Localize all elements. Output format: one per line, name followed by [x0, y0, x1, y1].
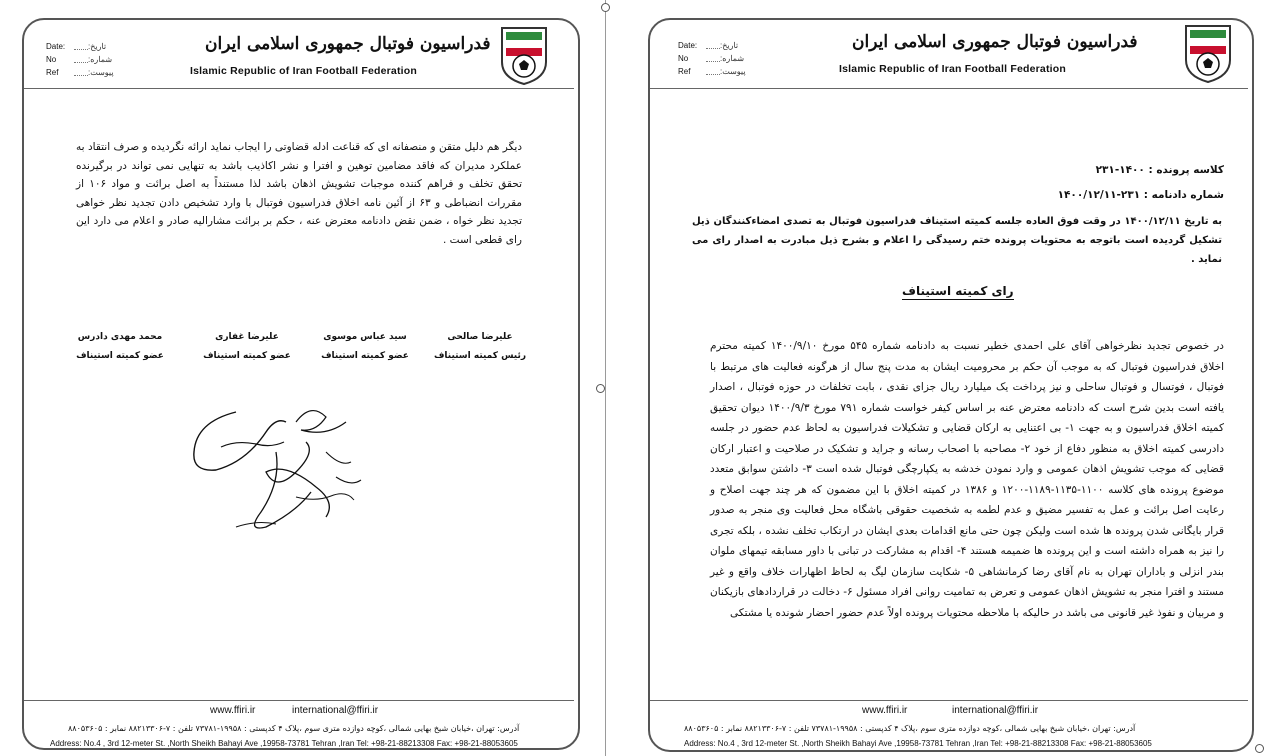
footer-divider: [24, 700, 574, 701]
signatory-role: عضو کمیته استیناف: [76, 351, 164, 361]
signatory-role: عضو کمیته استیناف: [321, 351, 409, 361]
footer-divider: [650, 700, 1248, 701]
footer-website: www.ffiri.ir: [210, 705, 256, 716]
footer-address-fa: آدرس: تهران ،خیابان شیخ بهایی شمالی ،کوچه دوازده متری سوم ،پلاک ۴ کدپستی : ۱۹۹۵۸-۷۳۷۸۱ تلفن : ۷-۸۸۲۱۳۳۰۶ نمابر : ۸۸۰۵۳۶۰۵: [68, 724, 520, 733]
header-divider: [650, 88, 1248, 89]
handwritten-signatures: [176, 392, 376, 542]
document-page-left: [0, 0, 600, 756]
footer-website: www.ffiri.ir: [862, 705, 908, 716]
date-label-fa: تاریخ:: [720, 41, 739, 50]
session-intro-text: به تاریخ ۱۴۰۰/۱۲/۱۱ در وقت فوق العاده جلسه کمیته استیناف فدراسیون فوتبال به تصدی امضاءکنندگان ذیل تشکیل گردیده است باتوجه به محتویات پرونده ختم رسیدگی را اعلام و بشرح ذیل مبادرت به اصدار رای می نماید .: [692, 216, 1222, 265]
document-page-right: [612, 0, 1270, 756]
date-label: Date:: [46, 42, 66, 51]
verdict-conclusion-text: دیگر هم دلیل متقن و منصفانه ای که قناعت ادله قضاوتی را ایجاب نماید ارائه نگردیده و صرف انتقاد به عملکرد مدیران که فاقد مضامین توهین و افترا و نشر اکاذیب باشد به تنهایی نمی تواند در برگیرنده تحقق تخلف و فراهم کننده موجبات تشویش اذهان باشد لذا مستنداً به اصل برائت و مواد ۱۰۶ از مقررات انضباطی و ۶۳ از آئین نامه اخلاق فدراسیون فوتبال با وارد تشخیص دادن تجدید نظر خواهی تجدید نظر خواه ، ضمن نقض دادنامه معترض عنه ، حکم بر برائت مشارالیه صادر و اعلام می دارد این رای قطعی است .: [76, 141, 523, 246]
signatory-name: علیرضا صالحی: [447, 332, 513, 342]
footer-address-fa: آدرس: تهران ،خیابان شیخ بهایی شمالی ،کوچه دوازده متری سوم ،پلاک ۴ کدپستی : ۱۹۹۵۸-۷۳۷۸۱ تلفن : ۷-۸۸۲۱۳۳۰۶ نمابر : ۸۸۰۵۳۶۰۵: [684, 724, 1136, 733]
federation-title-fa: فدراسیون فوتبال جمهوری اسلامی ایران: [205, 34, 491, 54]
header-divider: [24, 88, 574, 89]
resize-handle-middle[interactable]: [596, 384, 605, 393]
resize-handle-top[interactable]: [601, 3, 610, 12]
football-federation-emblem-icon: [498, 22, 550, 86]
number-label: No: [46, 55, 57, 64]
date-label-fa: تاریخ:: [88, 42, 107, 51]
number-label: No: [678, 54, 689, 63]
attachment-label: Ref: [46, 68, 59, 77]
federation-title-en: Islamic Republic of Iran Football Federation: [839, 63, 1066, 75]
section-heading: رای کمیته استیناف: [902, 284, 1014, 298]
signatory-role: عضو کمیته استیناف: [203, 351, 291, 361]
reference-block: [46, 40, 146, 79]
verdict-number: شماره دادنامه : ۲۳۱-۱۴۰۰/۱۲/۱۱: [1057, 189, 1224, 201]
attachment-label: Ref: [678, 67, 691, 76]
signatory-1: [420, 328, 540, 366]
page-border: [22, 18, 580, 750]
signatory-2: [305, 328, 425, 366]
footer-email: international@ffiri.ir: [952, 705, 1039, 716]
attachment-label-fa: پیوست:: [720, 67, 746, 76]
football-federation-emblem-icon: [1182, 20, 1234, 84]
page-divider: [605, 0, 606, 756]
date-label: Date:: [678, 41, 698, 50]
signatory-role: رئیس کمیته استیناف: [433, 351, 527, 361]
case-number: کلاسه پرونده : ۱۴۰۰-۲۳۱: [1095, 164, 1224, 176]
number-label-fa: شماره:: [720, 54, 745, 63]
number-label-fa: شماره:: [88, 55, 113, 64]
reference-block: [678, 39, 778, 78]
signatory-3: [187, 328, 307, 366]
federation-title-en: Islamic Republic of Iran Football Federation: [190, 65, 417, 77]
signatory-name: سید عباس موسوی: [323, 332, 407, 342]
footer-address-en: Address: No.4 , 3rd 12-meter St. ,North Sheikh Bahayi Ave ,19958-73781 Tehran ,Iran Tel: +98-21-88213308 Fax: +98-21-88053605: [50, 739, 518, 748]
signatory-4: [60, 328, 180, 366]
signatory-name: علیرضا غفاری: [215, 332, 279, 342]
resize-handle-bottom[interactable]: [1255, 744, 1264, 753]
footer-address-en: Address: No.4 , 3rd 12-meter St. ,North Sheikh Bahayi Ave ,19958-73781 Tehran ,Iran Tel: +98-21-88213308 Fax: +98-21-88053605: [684, 739, 1152, 748]
federation-title-fa: فدراسیون فوتبال جمهوری اسلامی ایران: [852, 32, 1138, 52]
attachment-label-fa: پیوست:: [88, 68, 114, 77]
footer-email: international@ffiri.ir: [292, 705, 379, 716]
signatory-name: محمد مهدی دادرس: [77, 332, 163, 342]
verdict-body-text: در خصوص تجدید نظرخواهی آقای علی احمدی خطیر نسبت به دادنامه شماره ۵۴۵ مورخ ۱۴۰۰/۹/۱۰ کمیته محترم اخلاق فدراسیون فوتبال که به موجب آن حکم بر محرومیت ایشان به مدت پنج سال از هرگونه فعالیت های مرتبط با فوتبال ، فوتسال و فوتبال ساحلی و نیز پرداخت یک میلیارد ریال جزای نقدی ، بابت تخلفات در حوزه فوتبال ، اصدار یافته است بدین شرح است که دادنامه معترض عنه بر اساس کیفر خواست شماره ۷۹۱ مورخ ۱۴۰۰/۹/۳ دیوان تحقیق کمیته اخلاق فدراسیون و به جهت ۱- بی اعتنایی به ارکان قضایی و تشکیلات فدراسیون به لحاظ عدم حضور در جلسه دادرسی کمیته اخلاق به منظور دفاع از خود ۲- مصاحبه با اصحاب رسانه و جراید و تشکیک در صلاحیت و اعتبار ارکان قضایی که موجب تشویش اذهان عمومی و وارد نمودن خدشه به یکپارچگی فوتبال شده است ۳- داشتن سوابق متعدد موضوع پرونده های کلاسه ۱۱۰۰-۱۱۳۵-۱۱۸۹-۱۲۰۰ و ۱۳۸۶ در کمیته اخلاق با این مضمون که هر چند جهت اصلاح و رعایت اصل برائت و عمل به تفسیر مضیق و عدم لطمه به شخصیت حقوقی باشگاه محل فعالیت وی منجر به صدور قرار بایگانی شدن پرونده ها شده است ولیکن چون حتی مانع اقدامات بعدی ایشان در ارتکاب تخلف نشده ، بلکه تجری را نیز به همراه داشته است و این پرونده ها ضمیمه هستند ۴- اقدام به مشارکت در تبانی با داور مسابقه تیمهای ملوان بندر انزلی و باداران تهران به نام آقای رضا کرمانشاهی ۵- شکایت سازمان لیگ به لحاظ اظهارات خلاف واقع و غیر مستند و افترا منجر به تشویش اذهان عمومی و تعرض به تمامیت روانی افراد مسئول ۶- دخالت در قراردادهای بازیکنان و مربیان و نفوذ غیر قانونی می باشد در حالیکه با ملاحظه محتویات پرونده اولاً عدم حضور احضار شونده یا مشتکی: [710, 340, 1225, 619]
